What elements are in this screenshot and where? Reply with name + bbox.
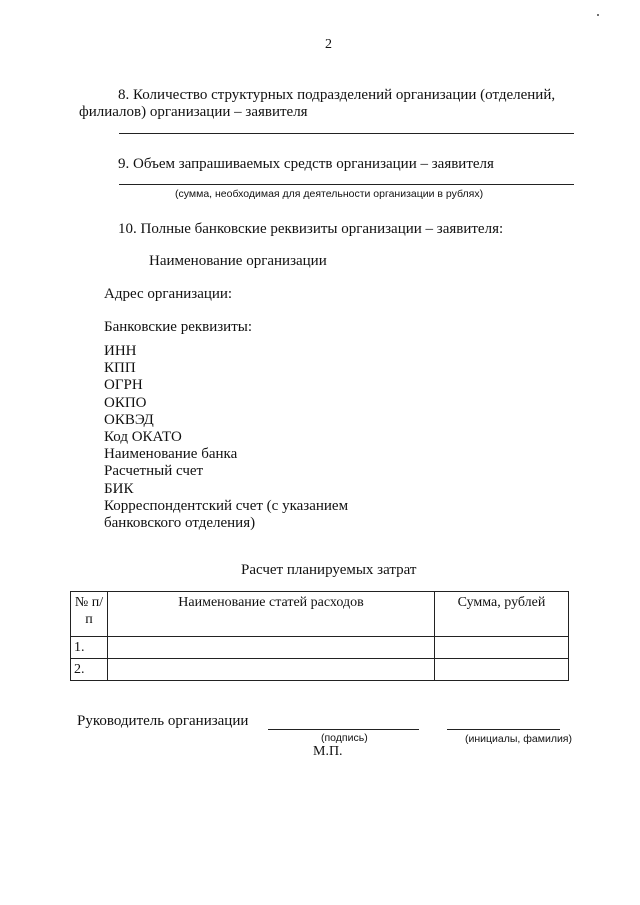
costs-title: Расчет планируемых затрат (241, 562, 417, 578)
row-num: 1. (71, 637, 108, 659)
table-row (71, 659, 569, 681)
item-9-hint: (сумма, необходимая для деятельности организации в рублях) (175, 188, 484, 200)
scan-speck (597, 14, 599, 16)
requisite-kpp: КПП (104, 360, 136, 377)
header-sum: Сумма, рублей (435, 592, 569, 637)
requisite-bik: БИК (104, 480, 134, 497)
requisite-bank-name: Наименование банка (104, 446, 238, 463)
row-num: 2. (71, 659, 108, 681)
header-num: № п/п (71, 592, 108, 637)
item-8-answer-line[interactable] (119, 133, 574, 134)
row-expense-name-cell[interactable] (108, 659, 435, 681)
costs-table (70, 591, 569, 681)
requisite-correspondent-account: Корреспондентский счет (с указанием (104, 497, 349, 514)
requisite-ogrn: ОГРН (104, 377, 143, 394)
item-10-label: 10. Полные банковские реквизиты организации – заявителя: (118, 221, 504, 237)
head-of-organization-label: Руководитель организации (77, 713, 249, 729)
requisite-inn: ИНН (104, 343, 137, 359)
requisite-settlement-account: Расчетный счет (104, 463, 204, 480)
item-9-label: 9. Объем запрашиваемых средств организации – заявителя (118, 156, 494, 172)
row-sum-cell[interactable] (435, 659, 569, 681)
item-9-answer-line[interactable] (119, 184, 574, 185)
initials-hint: (инициалы, фамилия) (465, 733, 572, 745)
row-sum-cell[interactable] (435, 637, 569, 659)
signature-hint: (подпись) (321, 732, 368, 744)
requisite-okato: Код ОКАТО (104, 429, 182, 446)
header-expense-name: Наименование статей расходов (108, 592, 435, 637)
bank-requisites-list (104, 343, 348, 532)
requisite-correspondent-account-cont: банковского отделения) (104, 515, 256, 532)
stamp-place-label: М.П. (313, 744, 343, 759)
page-number: 2 (325, 37, 332, 52)
organization-name-label: Наименование организации (149, 253, 327, 269)
row-expense-name-cell[interactable] (108, 637, 435, 659)
requisite-okved: ОКВЭД (104, 411, 154, 428)
initials-line[interactable] (447, 729, 560, 730)
table-row (71, 637, 569, 659)
requisite-okpo: ОКПО (104, 394, 147, 411)
organization-address-label: Адрес организации: (104, 286, 233, 302)
item-8-line-2: филиалов) организации – заявителя (79, 104, 308, 120)
item-8-line-1: 8. Количество структурных подразделений организации (отделений, (118, 87, 556, 103)
bank-details-label: Банковские реквизиты: (104, 319, 253, 335)
costs-table-header (71, 592, 569, 637)
signature-line[interactable] (268, 729, 419, 730)
